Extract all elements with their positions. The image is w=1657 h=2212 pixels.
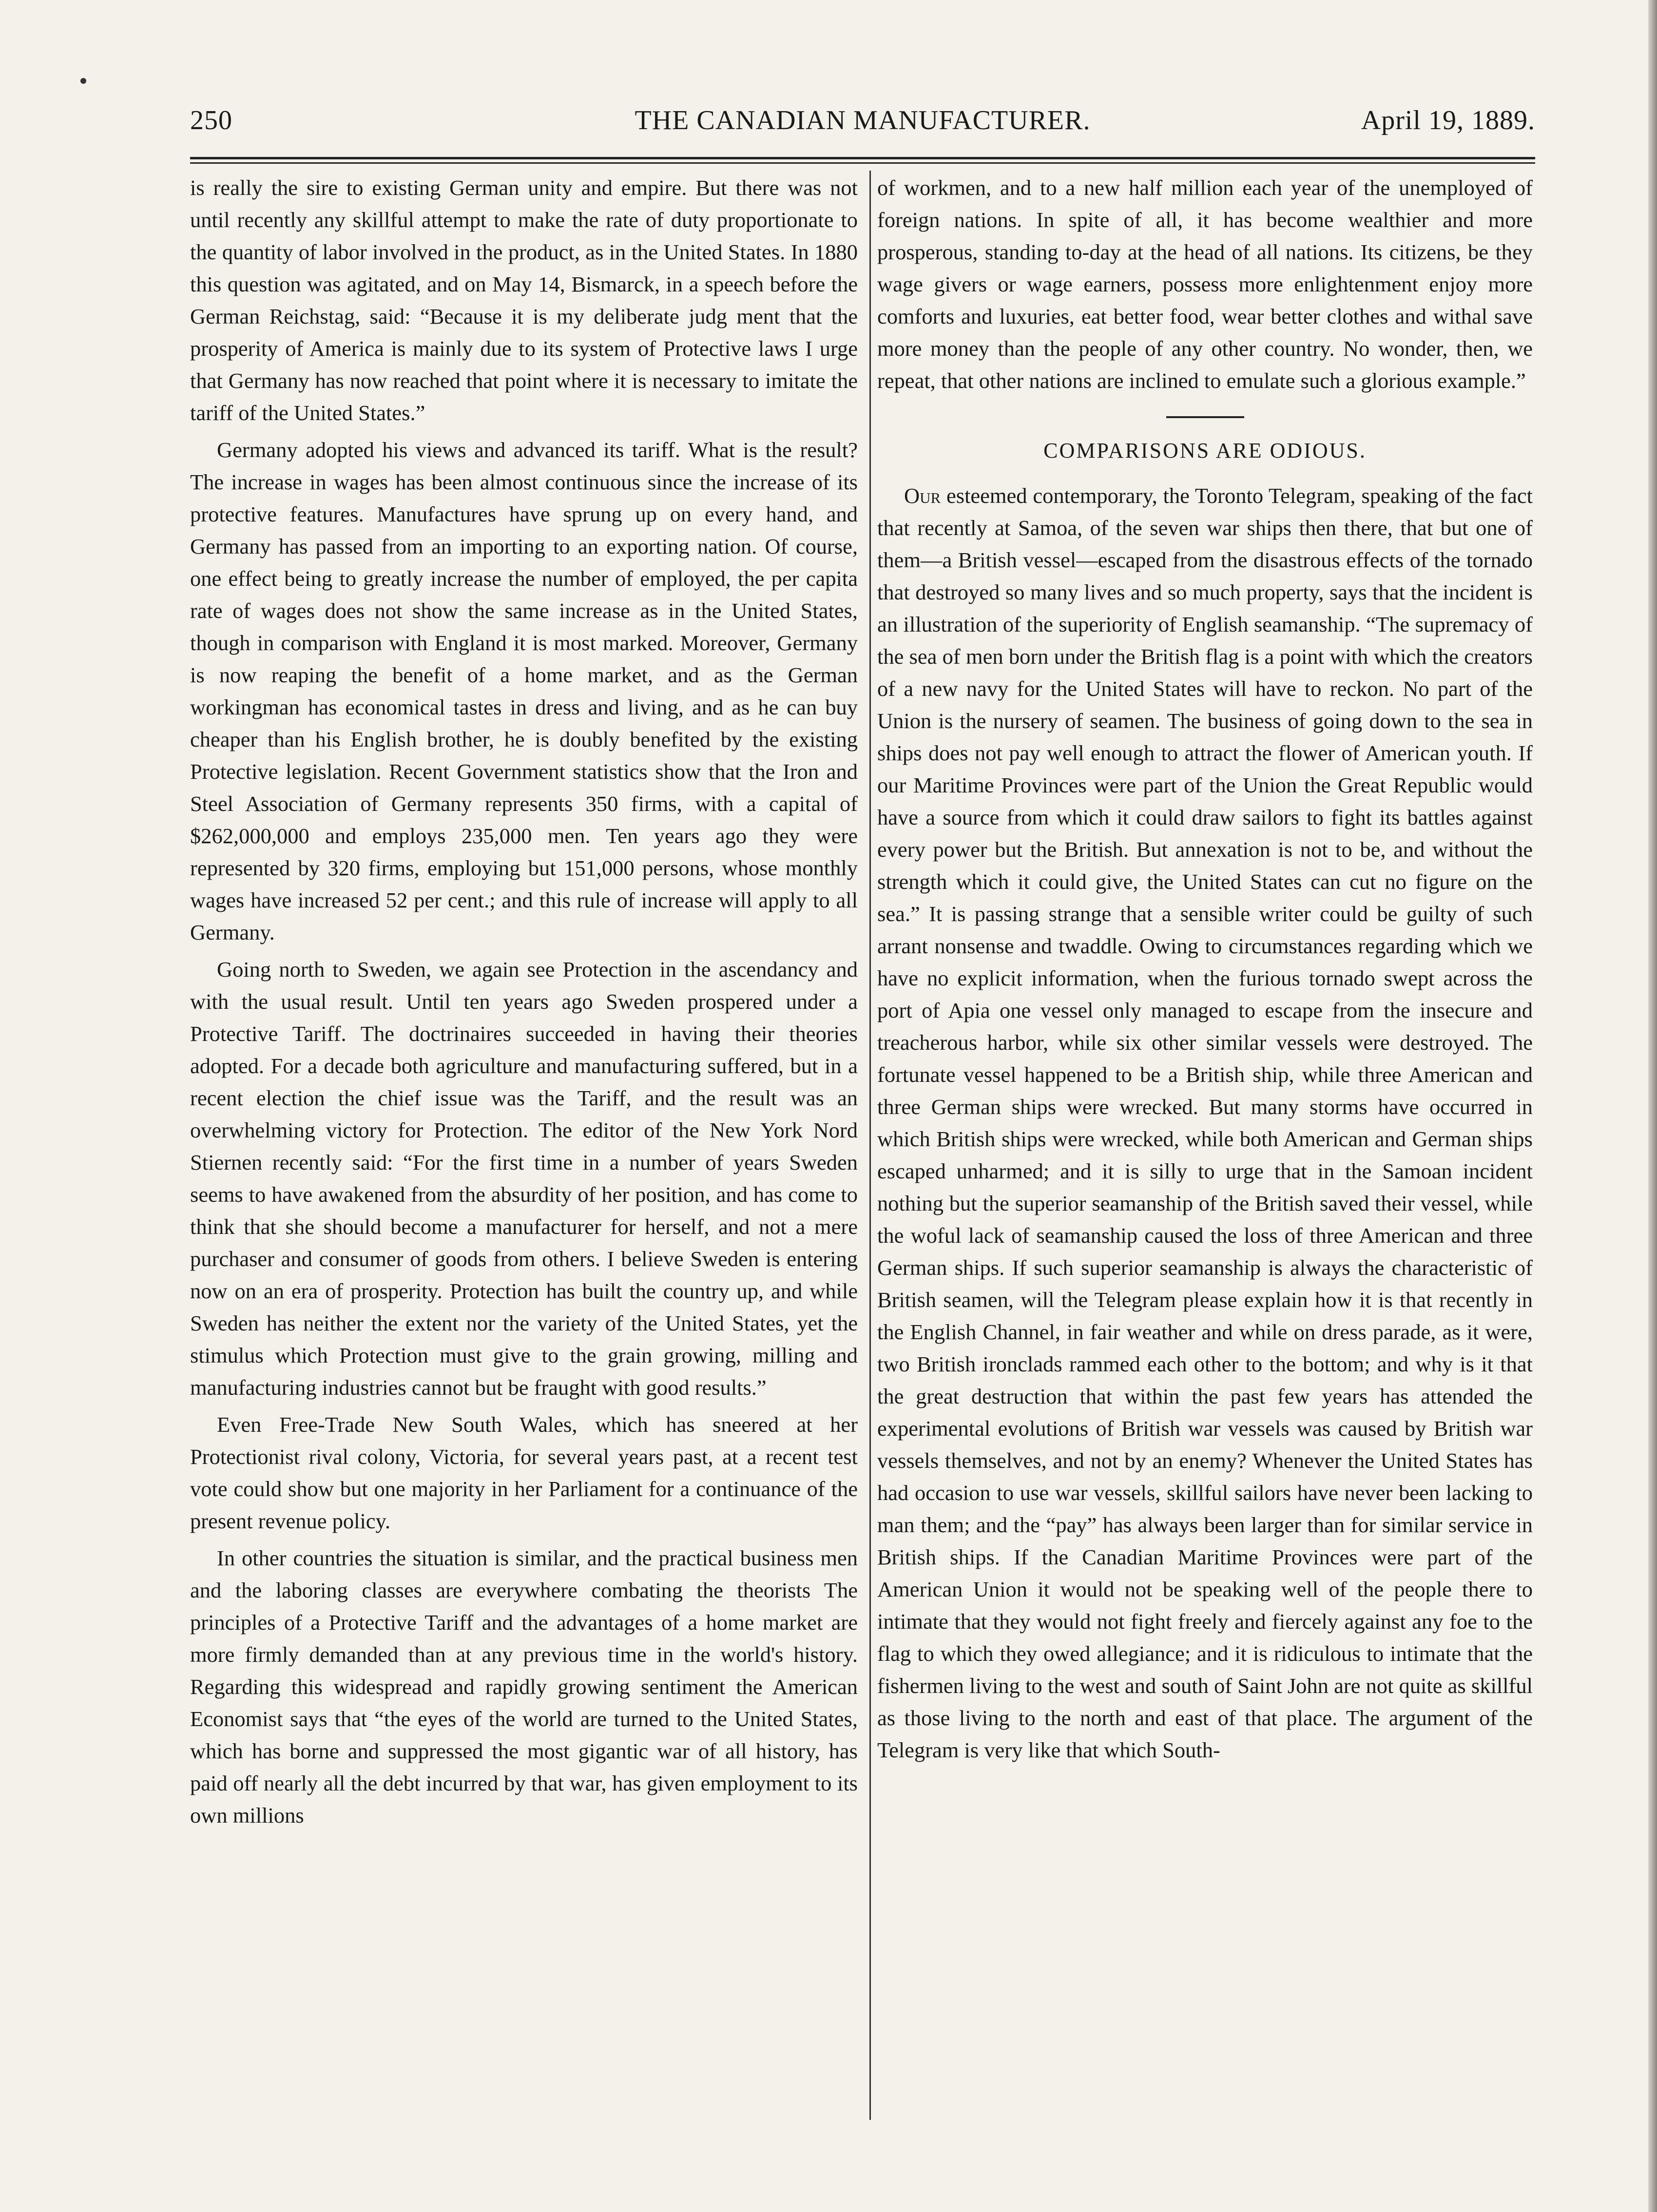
issue-date: April 19, 1889. [1361, 105, 1535, 135]
paragraph: Even Free-Trade New South Wales, which has sneered at her Protectionist rival colony, Victoria, for several years past, at a recent test vote could show but one majority in her Parliament for a continuance of the present revenue policy. [190, 1412, 858, 1533]
drop-lead: Our [904, 483, 941, 508]
paragraph: of workmen, and to a new half million each year of the unemployed of foreign nations. In spite of all, it has become wealthier and more prosperous, standing to-day at the head of all nations. Its citizens, be they wage givers or wage earners, possess more enlightenment enjoy more comforts and luxuries, eat better food, wear better clothes and withal save more money than the people of any other country. No wonder, then, we repeat, that other nations are inclined to emulate such a glorious example.” [877, 175, 1533, 393]
paragraph: Germany adopted his views and advanced its tariff. What is the result? The increase in wages has been almost continuous since the increase of its protective features. Manufactures have sprung up on every hand, and Germany has passed from an importing to an exporting nation. Of course, one effect being to greatly increase the number of employed, the per capita rate of wages does not show the same increase as in the United States, though in comparison with England it is most marked. Moreover, Germany is now reaping the benefit of a home market, and as the German workingman has economical tastes in dress and living, and as he can buy cheaper than his English brother, he is doubly benefited by the existing Protective legislation. Recent Government statistics show that the Iron and Steel Association of Germany represents 350 firms, with a capital of $262,000,000 and employs 235,000 men. Ten years ago they were represented by 320 firms, employing but 151,000 persons, whose monthly wages have increased 52 per cent.; and this rule of increase will apply to all Germany. [190, 438, 858, 944]
column-divider [869, 171, 871, 2120]
page-header [190, 105, 1535, 149]
article-heading: COMPARISONS ARE ODIOUS. [1043, 439, 1367, 462]
article-body: esteemed contemporary, the Toronto Telegram, speaking of the fact that recently at Samoa, of the seven war ships then there, that but one of them—a British vessel—escaped from the disastrous effects of the tornado that destroyed so many lives and so much property, says that the incident is an illustration of the superiority of English seamanship. “The supremacy of the sea of men born under the British flag is a point with which the creators of a new navy for the United States will have to reckon. No part of the Union is the nursery of seamen. The business of going down to the sea in ships does not pay well enough to attract the flower of American youth. If our Maritime Provinces were part of the Union the Great Republic would have a source from which it could draw sailors to fight its battles against every power but the British. But annexation is not to be, and without the strength which it could give, the United States can cut no figure on the sea.” It is passing strange that a sensible writer could be guilty of such arrant nonsense and twaddle. Owing to circumstances regarding which we have no explicit information, when the furious tornado swept across the port of Apia one vessel only managed to escape from the insecure and treacherous harbor, while six other similar vessels were destroyed. The fortunate vessel happened to be a British ship, while three American and three German ships were wrecked. But many storms have occurred in which British ships were wrecked, while both American and German ships escaped unharmed; and it is silly to urge that in the Samoan incident nothing but the superior seamanship of the British saved their vessel, while the woful lack of seamanship caused the loss of three American and three German ships. If such superior seamanship is always the characteristic of British seamen, will the Telegram please explain how it is that recently in the English Channel, in fair weather and while on dress parade, as it were, two British ironclads rammed each other to the bottom; and why is it that the great destruction that within the past few years has attended the experimental evolutions of British war vessels was caused by British war vessels themselves, and not by an enemy? Whenever the United States has had occasion to use war vessels, skillful sailors have never been lacking to man them; and the “pay” has always been larger than for similar service in British ships. If the Canadian Maritime Provinces were part of the American Union it would not be speaking well of the people there to intimate that they would not fight freely and fiercely against any foe to the flag to which they owed allegiance; and it is ridiculous to intimate that the fishermen living to the west and south of Saint John are not quite as skillful as those living to the north and east of that place. The argument of the Telegram is very like that which South- [877, 483, 1533, 1762]
left-column [190, 172, 858, 2121]
paragraph: In other countries the situation is similar, and the practical business men and the laboring classes are everywhere combating the theorists The principles of a Protective Tariff and the advantages of a home market are more firmly demanded than at any previous time in the world's history. Regarding this widespread and rapidly growing sentiment the American Economist says that “the eyes of the world are turned to the United States, which has borne and suppressed the most gigantic war of all history, has paid off nearly all the debt incurred by that war, has given employment to its own millions [190, 1546, 858, 1827]
paragraph: Going north to Sweden, we again see Protection in the ascendancy and with the usual result. Until ten years ago Sweden prospered under a Protective Tariff. The doctrinaires succeeded in having their theories adopted. For a decade both agriculture and manufacturing suffered, but in a recent election the chief issue was the Tariff, and the result was an overwhelming victory for Protection. The editor of the New York Nord Stiernen recently said: “For the first time in a number of years Sweden seems to have awakened from the absurdity of her position, and has come to think that she should become a manufacturer for herself, and not a mere purchaser and consumer of goods from others. I believe Sweden is entering now on an era of prosperity. Protection has built the country up, and while Sweden has neither the extent nor the variety of the United States, yet the stimulus which Protection must give to the grain growing, milling and manufacturing industries cannot but be fraught with good results.” [190, 957, 858, 1400]
publication-title: THE CANADIAN MANUFACTURER. [635, 105, 1091, 135]
paragraph: is really the sire to existing German unity and empire. But there was not until recently any skillful attempt to make the rate of duty proportionate to the quantity of labor involved in the product, as in the United States. In 1880 this question was agitated, and on May 14, Bismarck, in a speech before the German Reichstag, said: “Because it is my deliberate judg ment that the prosperity of America is mainly due to its system of Protective laws I urge that Germany has now reached that point where it is necessary to imitate the tariff of the United States.” [190, 175, 858, 425]
right-column [877, 172, 1533, 2121]
paragraph [877, 480, 1533, 1766]
header-rule [190, 157, 1535, 164]
page-number: 250 [190, 105, 232, 135]
ink-speck [80, 78, 86, 84]
binding-edge [1648, 0, 1657, 2212]
section-rule [1166, 416, 1244, 418]
